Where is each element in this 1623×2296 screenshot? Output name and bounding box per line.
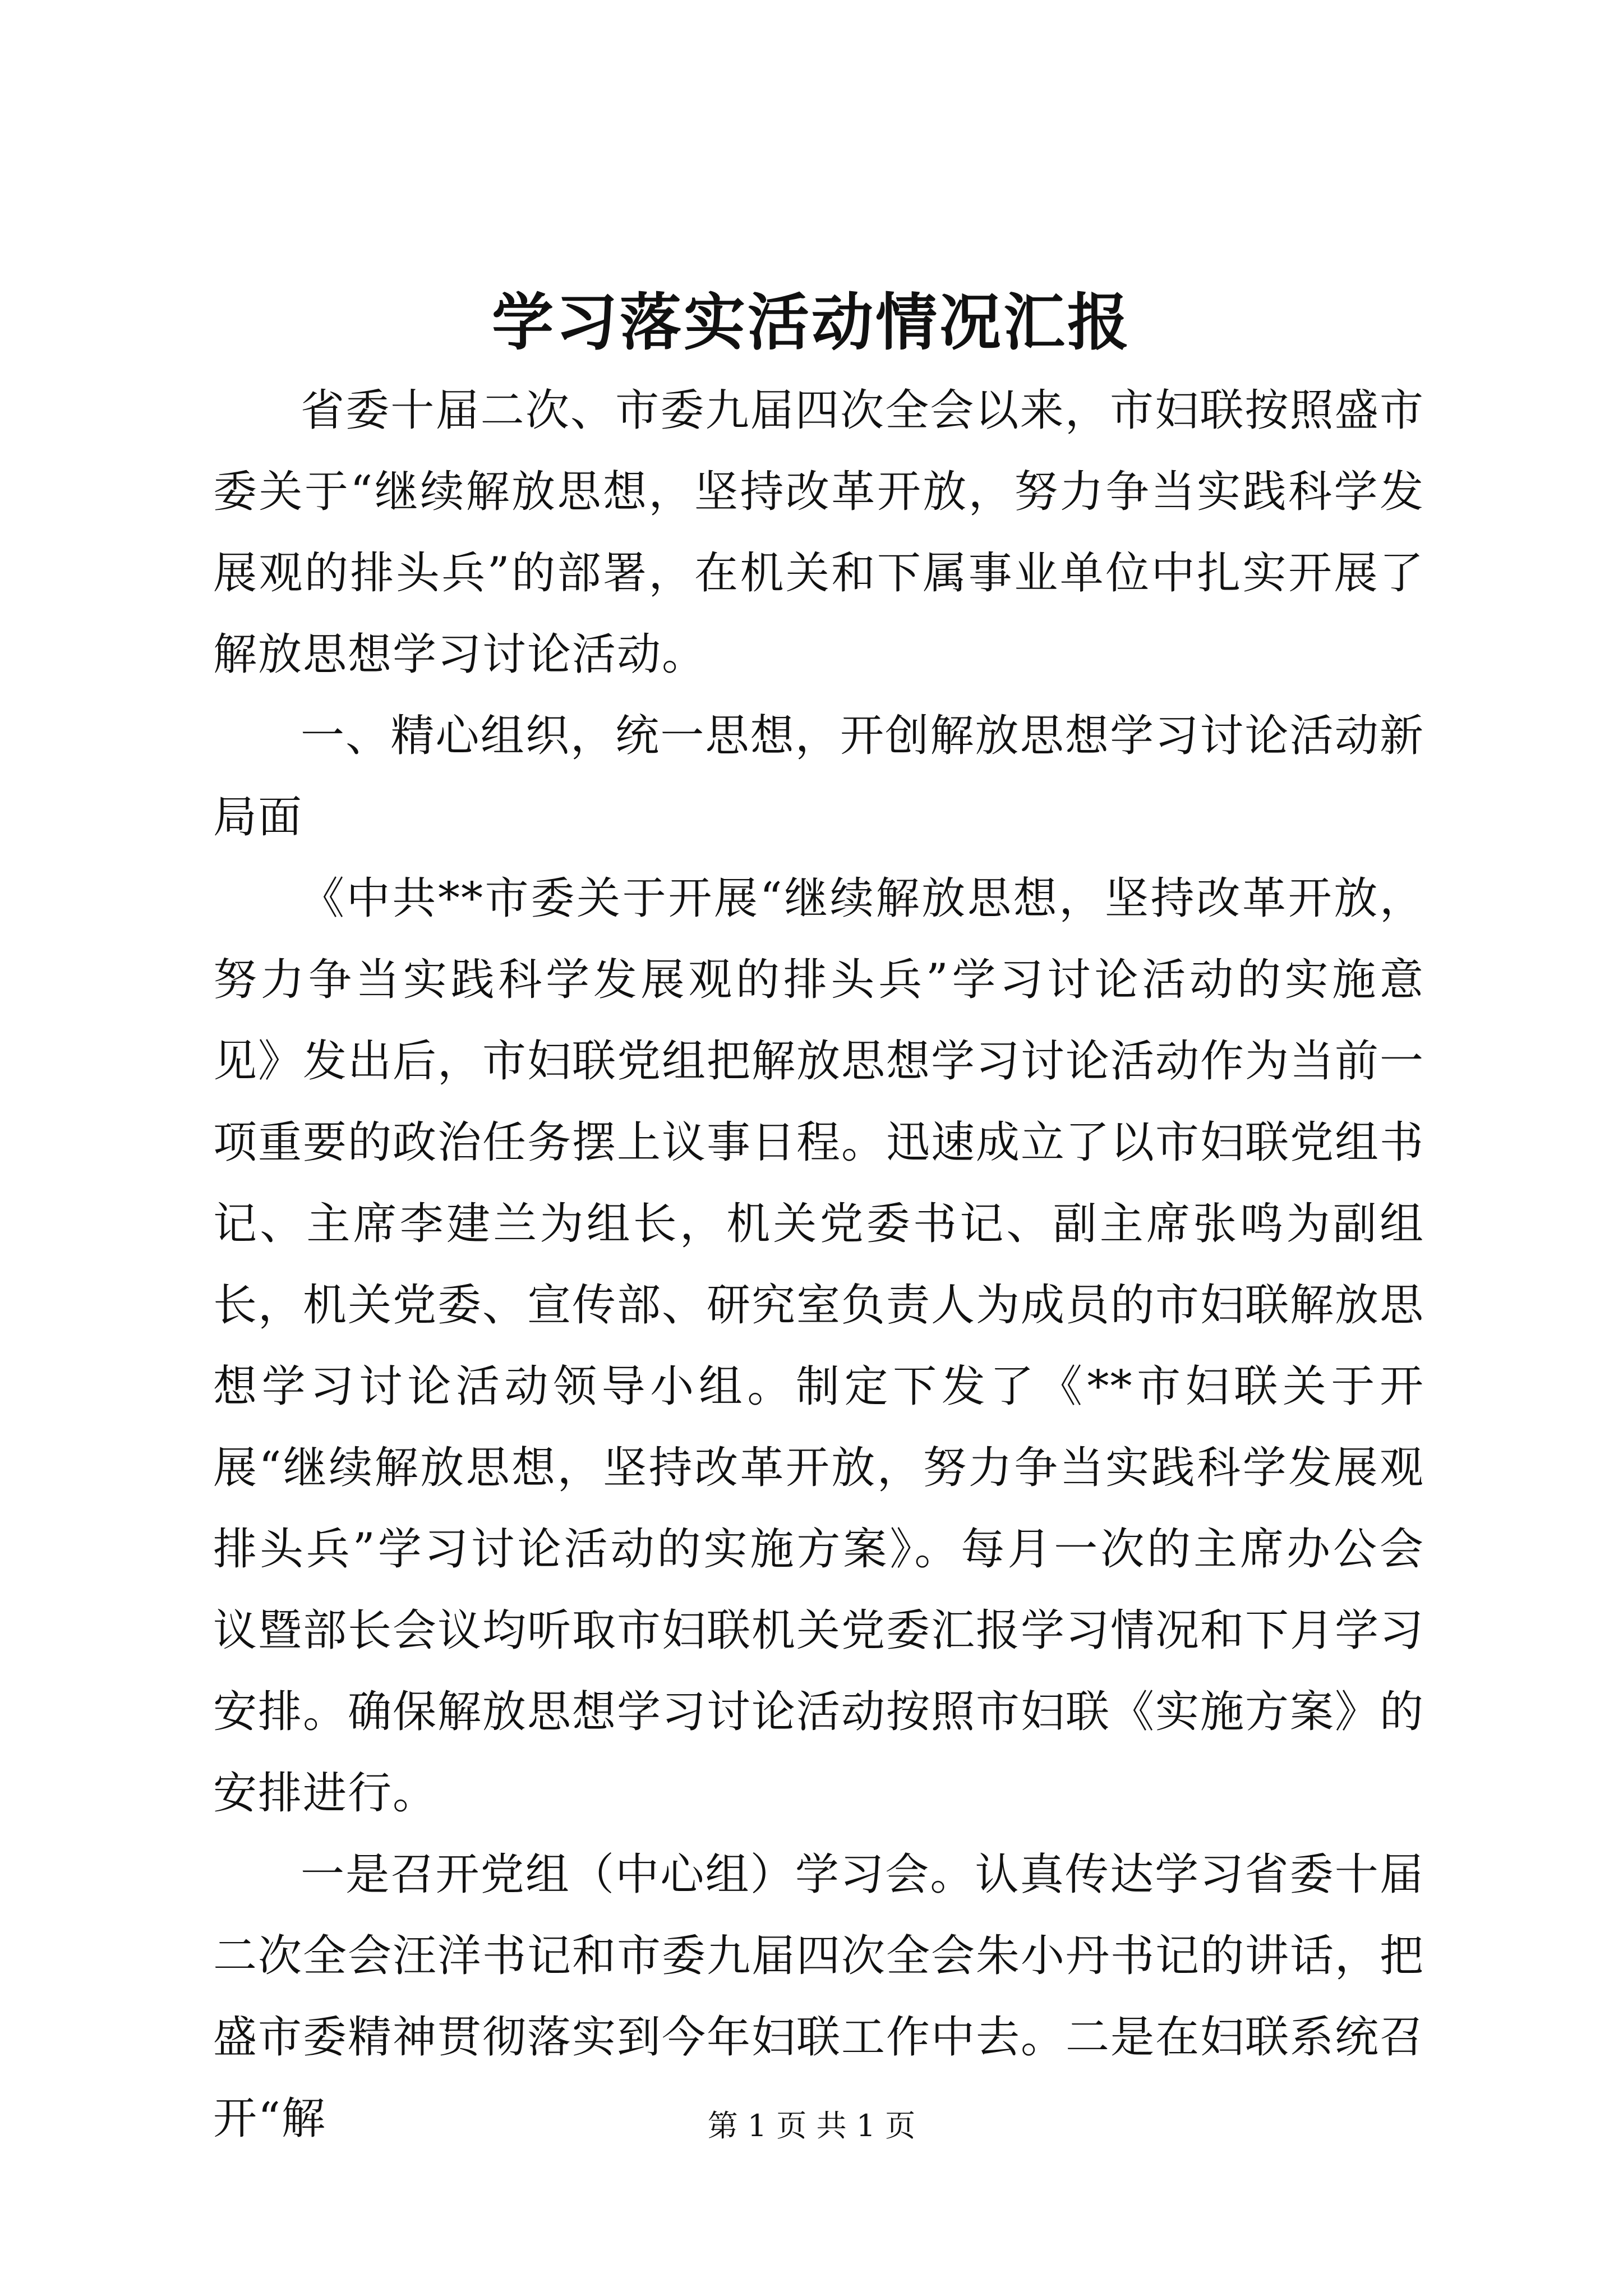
paragraph-section-1: 《中共**市委关于开展“继续解放思想，坚持改革开放，努力争当实践科学发展观的排头兵”学习讨论活动的实施意见》发出后，市妇联党组把解放思想学习讨论活动作为当前一项重要的政治任务摆上议事日程。迅速成立了以市妇联党组书记、主席李建兰为组长，机关党委书记、副主席张鸣为副组长，机关党委、宣传部、研究室负责人为成员的市妇联解放思想学习讨论活动领导小组。制定下发了《**市妇联关于开展“继续解放思想，坚持改革开放，努力争当实践科学发展观排头兵”学习讨论活动的实施方案》。每月一次的主席办公会议暨部长会议均听取市妇联机关党委汇报学习情况和下月学习安排。确保解放思想学习讨论活动按照市妇联《实施方案》的安排进行。 bbox=[213, 873, 1425, 1819]
paragraph-measures: 一是召开党组（中心组）学习会。认真传达学习省委十届二次全会汪洋书记和市委九届四次全会朱小丹书记的讲话，把盛市委精神贯彻落实到今年妇联工作中去。二是在妇联系统召开“解 bbox=[213, 1849, 1425, 2144]
section-heading-1: 一、精心组织，统一思想，开创解放思想学习讨论活动新局面 bbox=[213, 711, 1424, 843]
page-footer: 第 1 页 共 1 页 bbox=[707, 2108, 916, 2143]
document-body bbox=[213, 370, 1424, 2160]
document-title: 学习落实活动情况汇报 bbox=[492, 286, 1131, 358]
paragraph-intro: 省委十届二次、市委九届四次全会以来，市妇联按照盛市委关于“继续解放思想，坚持改革开放，努力争当实践科学发展观的排头兵”的部署，在机关和下属事业单位中扎实开展了解放思想学习讨论活动。 bbox=[213, 385, 1424, 680]
